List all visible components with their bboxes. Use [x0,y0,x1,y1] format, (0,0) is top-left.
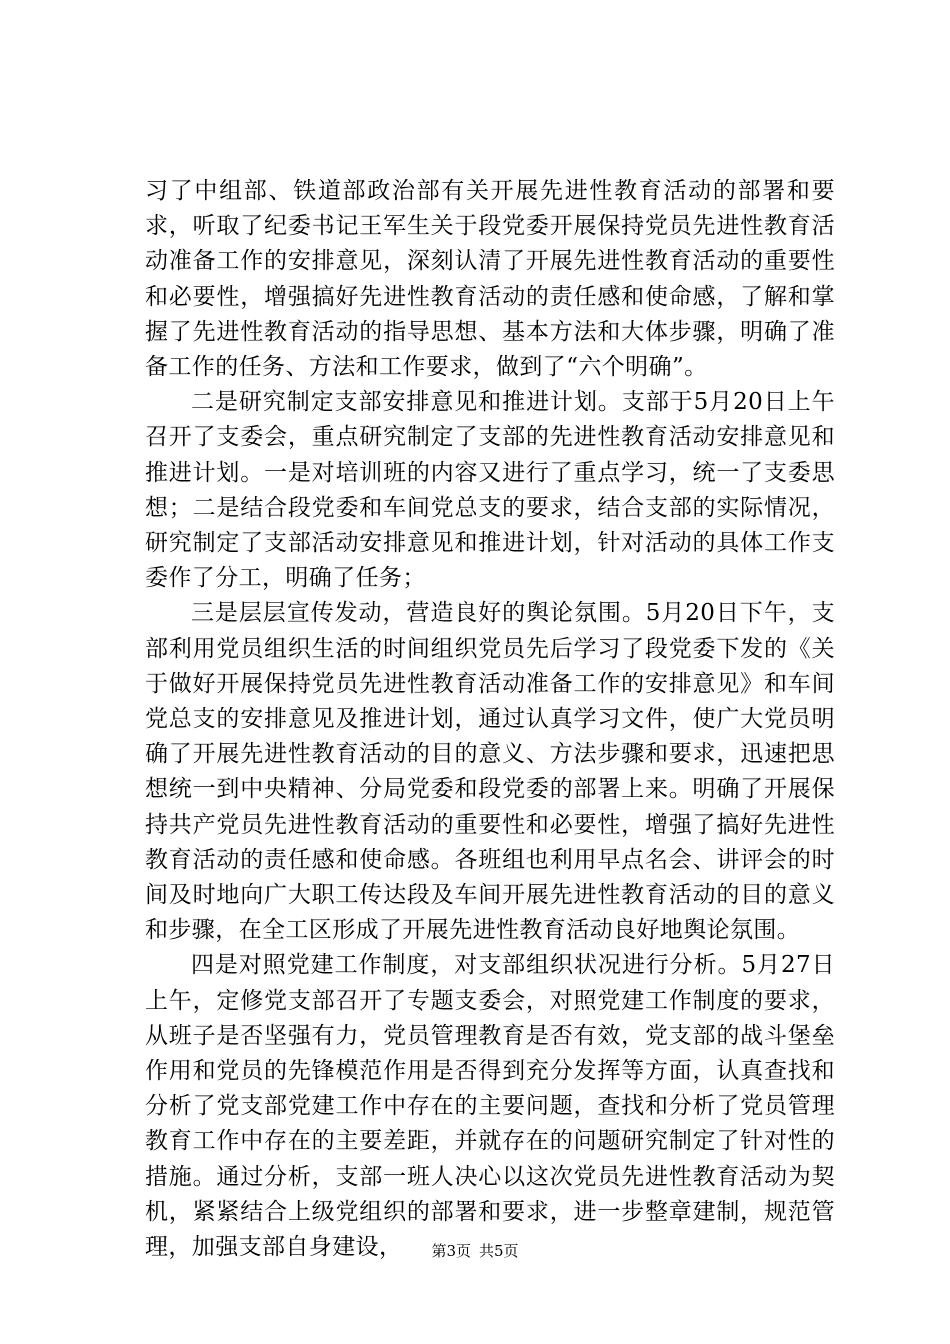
paragraph-continuation: 习了中组部、铁道部政治部有关开展先进性教育活动的部署和要求，听取了纪委书记王军生关于段党委开展保持党员先进性教育活动准备工作的安排意见，深刻认清了开展先进性教育活动的重要性和必要性，增强搞好先进性教育活动的责任感和使命感，了解和掌握了先进性教育活动的指导思想、基本方法和大体步骤，明确了准备工作的任务、方法和工作要求，做到了“六个明确”。 [145,178,835,381]
page-number-total: 共5页 [479,1242,519,1260]
page-number-current: 第3页 [431,1242,471,1260]
paragraph-point-three: 三是层层宣传发动，营造良好的舆论氛围。5月20日下午，支部利用党员组织生活的时间组织党员先后学习了段党委下发的《关于做好开展保持党员先进性教育活动准备工作的安排意见》和车间党总支的安排意见及推进计划，通过认真学习文件，使广大党员明确了开展先进性教育活动的目的意义、方法步骤和要求，迅速把思想统一到中央精神、分局党委和段党委的部署上来。明确了开展保持共产党员先进性教育活动的重要性和必要性，增强了搞好先进性教育活动的责任感和使命感。各班组也利用早点名会、讲评会的时间及时地向广大职工传达段及车间开展先进性教育活动的目的意义和步骤，在全工区形成了开展先进性教育活动良好地舆论氛围。 [145,600,835,944]
paragraph-point-four: 四是对照党建工作制度，对支部组织状况进行分析。5月27日上午，定修党支部召开了专题支委会，对照党建工作制度的要求，从班子是否坚强有力，党员管理教育是否有效，党支部的战斗堡垒作用和党员的先锋模范作用是否得到充分发挥等方面，认真查找和分析了党支部党建工作中存在的主要问题，查找和分析了党员管理教育工作中存在的主要差距，并就存在的问题研究制定了针对性的措施。通过分析，支部一班人决心以这次党员先进性教育活动为契机，紧紧结合上级党组织的部署和要求，进一步整章建制，规范管理，加强支部自身建设， [145,952,835,1261]
document-body [145,174,835,1265]
page-footer [0,1241,950,1261]
paragraph-point-two: 二是研究制定支部安排意见和推进计划。支部于5月20日上午召开了支委会，重点研究制定了支部的先进性教育活动安排意见和推进计划。一是对培训班的内容又进行了重点学习，统一了支委思想；二是结合段党委和车间党总支的要求，结合支部的实际情况，研究制定了支部活动安排意见和推进计划，针对活动的具体工作支委作了分工，明确了任务； [145,389,835,592]
